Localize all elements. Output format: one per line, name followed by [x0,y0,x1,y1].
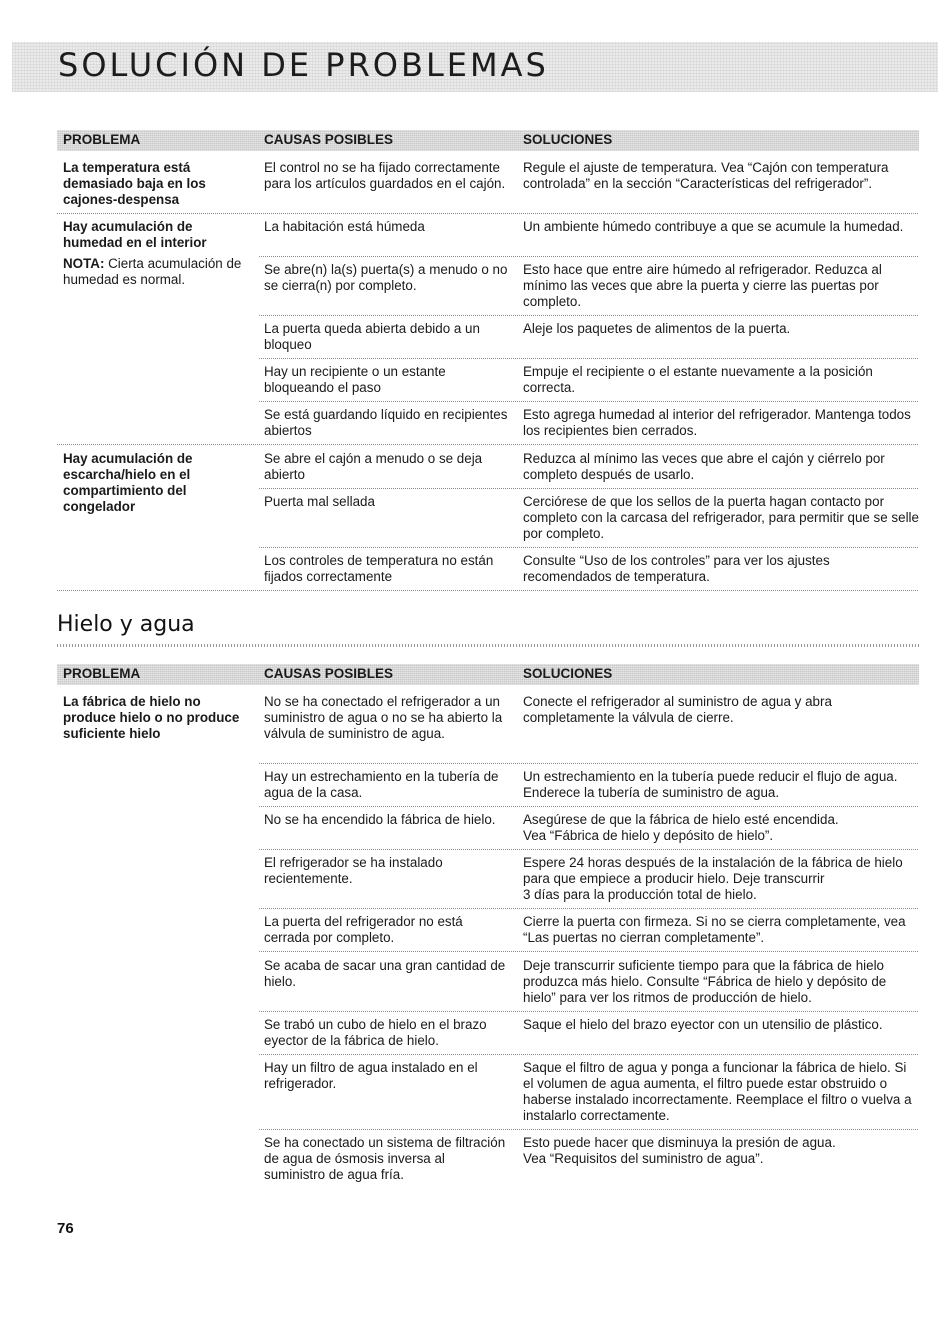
solution-cell: Cierre la puerta con firmeza. Si no se cierra completamente, vea “Las puertas no cierran completamente”. [523,914,906,945]
row-divider [259,358,919,359]
solution-cell: Cerciórese de que los sellos de la puerta hagan contacto por completo con la carcasa del refrigerador, para permitir que se selle por completo. [523,494,919,541]
cause-cell: Se está guardando líquido en recipientes abiertos [264,407,508,438]
cause-cell: Se ha conectado un sistema de filtración de agua de ósmosis inversa al suministro de agua fría. [264,1135,506,1182]
cause-cell: Hay un recipiente o un estante bloqueando el paso [264,364,446,395]
solution-cell: Conecte el refrigerador al suministro de agua y abra completamente la válvula de cierre. [523,694,832,725]
cause-cell: Los controles de temperatura no están fijados correctamente [264,553,494,584]
solution-cell: Aleje los paquetes de alimentos de la puerta. [523,321,791,336]
row-divider [259,1129,919,1130]
solution-cell [523,812,919,844]
solution-cell: Empuje el recipiente o el estante nuevamente a la posición correcta. [523,364,873,395]
solution-line: Esto puede hacer que disminuya la presión de agua. [523,1135,836,1150]
problem-cell: La fábrica de hielo no produce hielo o no produce suficiente hielo [63,694,240,741]
cause-cell: La puerta queda abierta debido a un bloqueo [264,321,480,352]
cause-cell: No se ha conectado el refrigerador a un suministro de agua o no se ha abierto la válvula de suministro de agua. [264,694,503,741]
cause-cell: Hay un estrechamiento en la tubería de agua de la casa. [264,769,499,800]
row-divider [57,444,919,445]
solution-line: 3 días para la producción total de hielo. [523,887,757,902]
solution-cell [523,1135,919,1167]
header-problema: PROBLEMA [63,666,141,681]
header-causas: CAUSAS POSIBLES [264,132,394,147]
header-problema: PROBLEMA [63,132,141,147]
cause-cell: La habitación está húmeda [264,219,425,234]
title-band [12,42,938,92]
solution-cell: Un ambiente húmedo contribuye a que se acumule la humedad. [523,219,904,234]
solution-cell: Saque el hielo del brazo eyector con un utensilio de plástico. [523,1017,883,1032]
row-divider [259,763,919,764]
section-rule [57,644,919,647]
problem-cell: La temperatura está demasiado baja en los cajones-despensa [63,160,206,207]
solution-line: Vea “Requisitos del suministro de agua”. [523,1151,764,1166]
row-divider [259,1054,919,1055]
table1-header [57,130,919,151]
solution-cell: Saque el filtro de agua y ponga a funcionar la fábrica de hielo. Si el volumen de agua aumenta, el filtro puede estar obstruido o haberse instalado incorrectamente. Reemplace el filtro o vuelva a instalarlo correctamente. [523,1060,912,1123]
cause-cell: Se abre el cajón a menudo o se deja abierto [264,451,483,482]
row-divider [259,951,919,952]
solution-cell: Un estrechamiento en la tubería puede reducir el flujo de agua. Enderece la tubería de suministro de agua. [523,769,898,800]
row-divider [259,806,919,807]
row-divider [259,547,919,548]
cause-cell: Hay un filtro de agua instalado en el refrigerador. [264,1060,478,1091]
note-label: NOTA: [63,256,105,271]
note-body: Cierta acumulación de humedad es normal. [63,256,242,287]
header-causas: CAUSAS POSIBLES [264,666,394,681]
row-divider [259,849,919,850]
row-divider [259,908,919,909]
solution-cell: Esto hace que entre aire húmedo al refrigerador. Reduzca al mínimo las veces que abre la puerta y cierre las puertas por completo. [523,262,882,309]
row-divider [259,315,919,316]
solution-cell [523,855,919,903]
cause-cell: El refrigerador se ha instalado recientemente. [264,855,443,886]
solution-line: Asegúrese de que la fábrica de hielo esté encendida. [523,812,839,827]
row-divider [259,1011,919,1012]
cause-cell: El control no se ha fijado correctamente para los artículos guardados en el cajón. [264,160,506,191]
row-divider [57,590,919,591]
row-divider [259,401,919,402]
table2-header [57,664,919,685]
header-soluciones: SOLUCIONES [523,666,613,681]
cause-cell: Se abre(n) la(s) puerta(s) a menudo o no se cierra(n) por completo. [264,262,508,293]
solution-cell: Regule el ajuste de temperatura. Vea “Cajón con temperatura controlada” en la sección “Características del refrigerador”. [523,160,889,191]
solution-line: Espere 24 horas después de la instalación de la fábrica de hielo para que empiece a producir hielo. Deje transcurrir [523,855,903,886]
cause-cell: Puerta mal sellada [264,494,375,509]
solution-cell: Consulte “Uso de los controles” para ver los ajustes recomendados de temperatura. [523,553,830,584]
page-title: SOLUCIÓN DE PROBLEMAS [58,46,549,84]
row-divider [57,213,919,214]
solution-line: Vea “Fábrica de hielo y depósito de hielo”. [523,828,774,843]
solution-cell: Deje transcurrir suficiente tiempo para que la fábrica de hielo produzca más hielo. Consulte “Fábrica de hielo y depósito de hielo” para ver los ritmos de producción de hielo. [523,958,887,1005]
page-number: 76 [57,1220,74,1237]
row-divider [259,256,919,257]
problem-cell: Hay acumulación de humedad en el interior [63,219,207,250]
note-text [63,256,255,288]
solution-cell: Reduzca al mínimo las veces que abre el cajón y ciérrelo por completo después de usarlo. [523,451,885,482]
cause-cell: Se acaba de sacar una gran cantidad de hielo. [264,958,506,989]
cause-cell: No se ha encendido la fábrica de hielo. [264,812,496,827]
cause-cell: Se trabó un cubo de hielo en el brazo eyector de la fábrica de hielo. [264,1017,487,1048]
cause-cell: La puerta del refrigerador no está cerrada por completo. [264,914,463,945]
problem-cell: Hay acumulación de escarcha/hielo en el compartimiento del congelador [63,451,193,514]
header-soluciones: SOLUCIONES [523,132,613,147]
solution-cell: Esto agrega humedad al interior del refrigerador. Mantenga todos los recipientes bien cerrados. [523,407,911,438]
section-title: Hielo y agua [57,612,195,637]
row-divider [259,488,919,489]
